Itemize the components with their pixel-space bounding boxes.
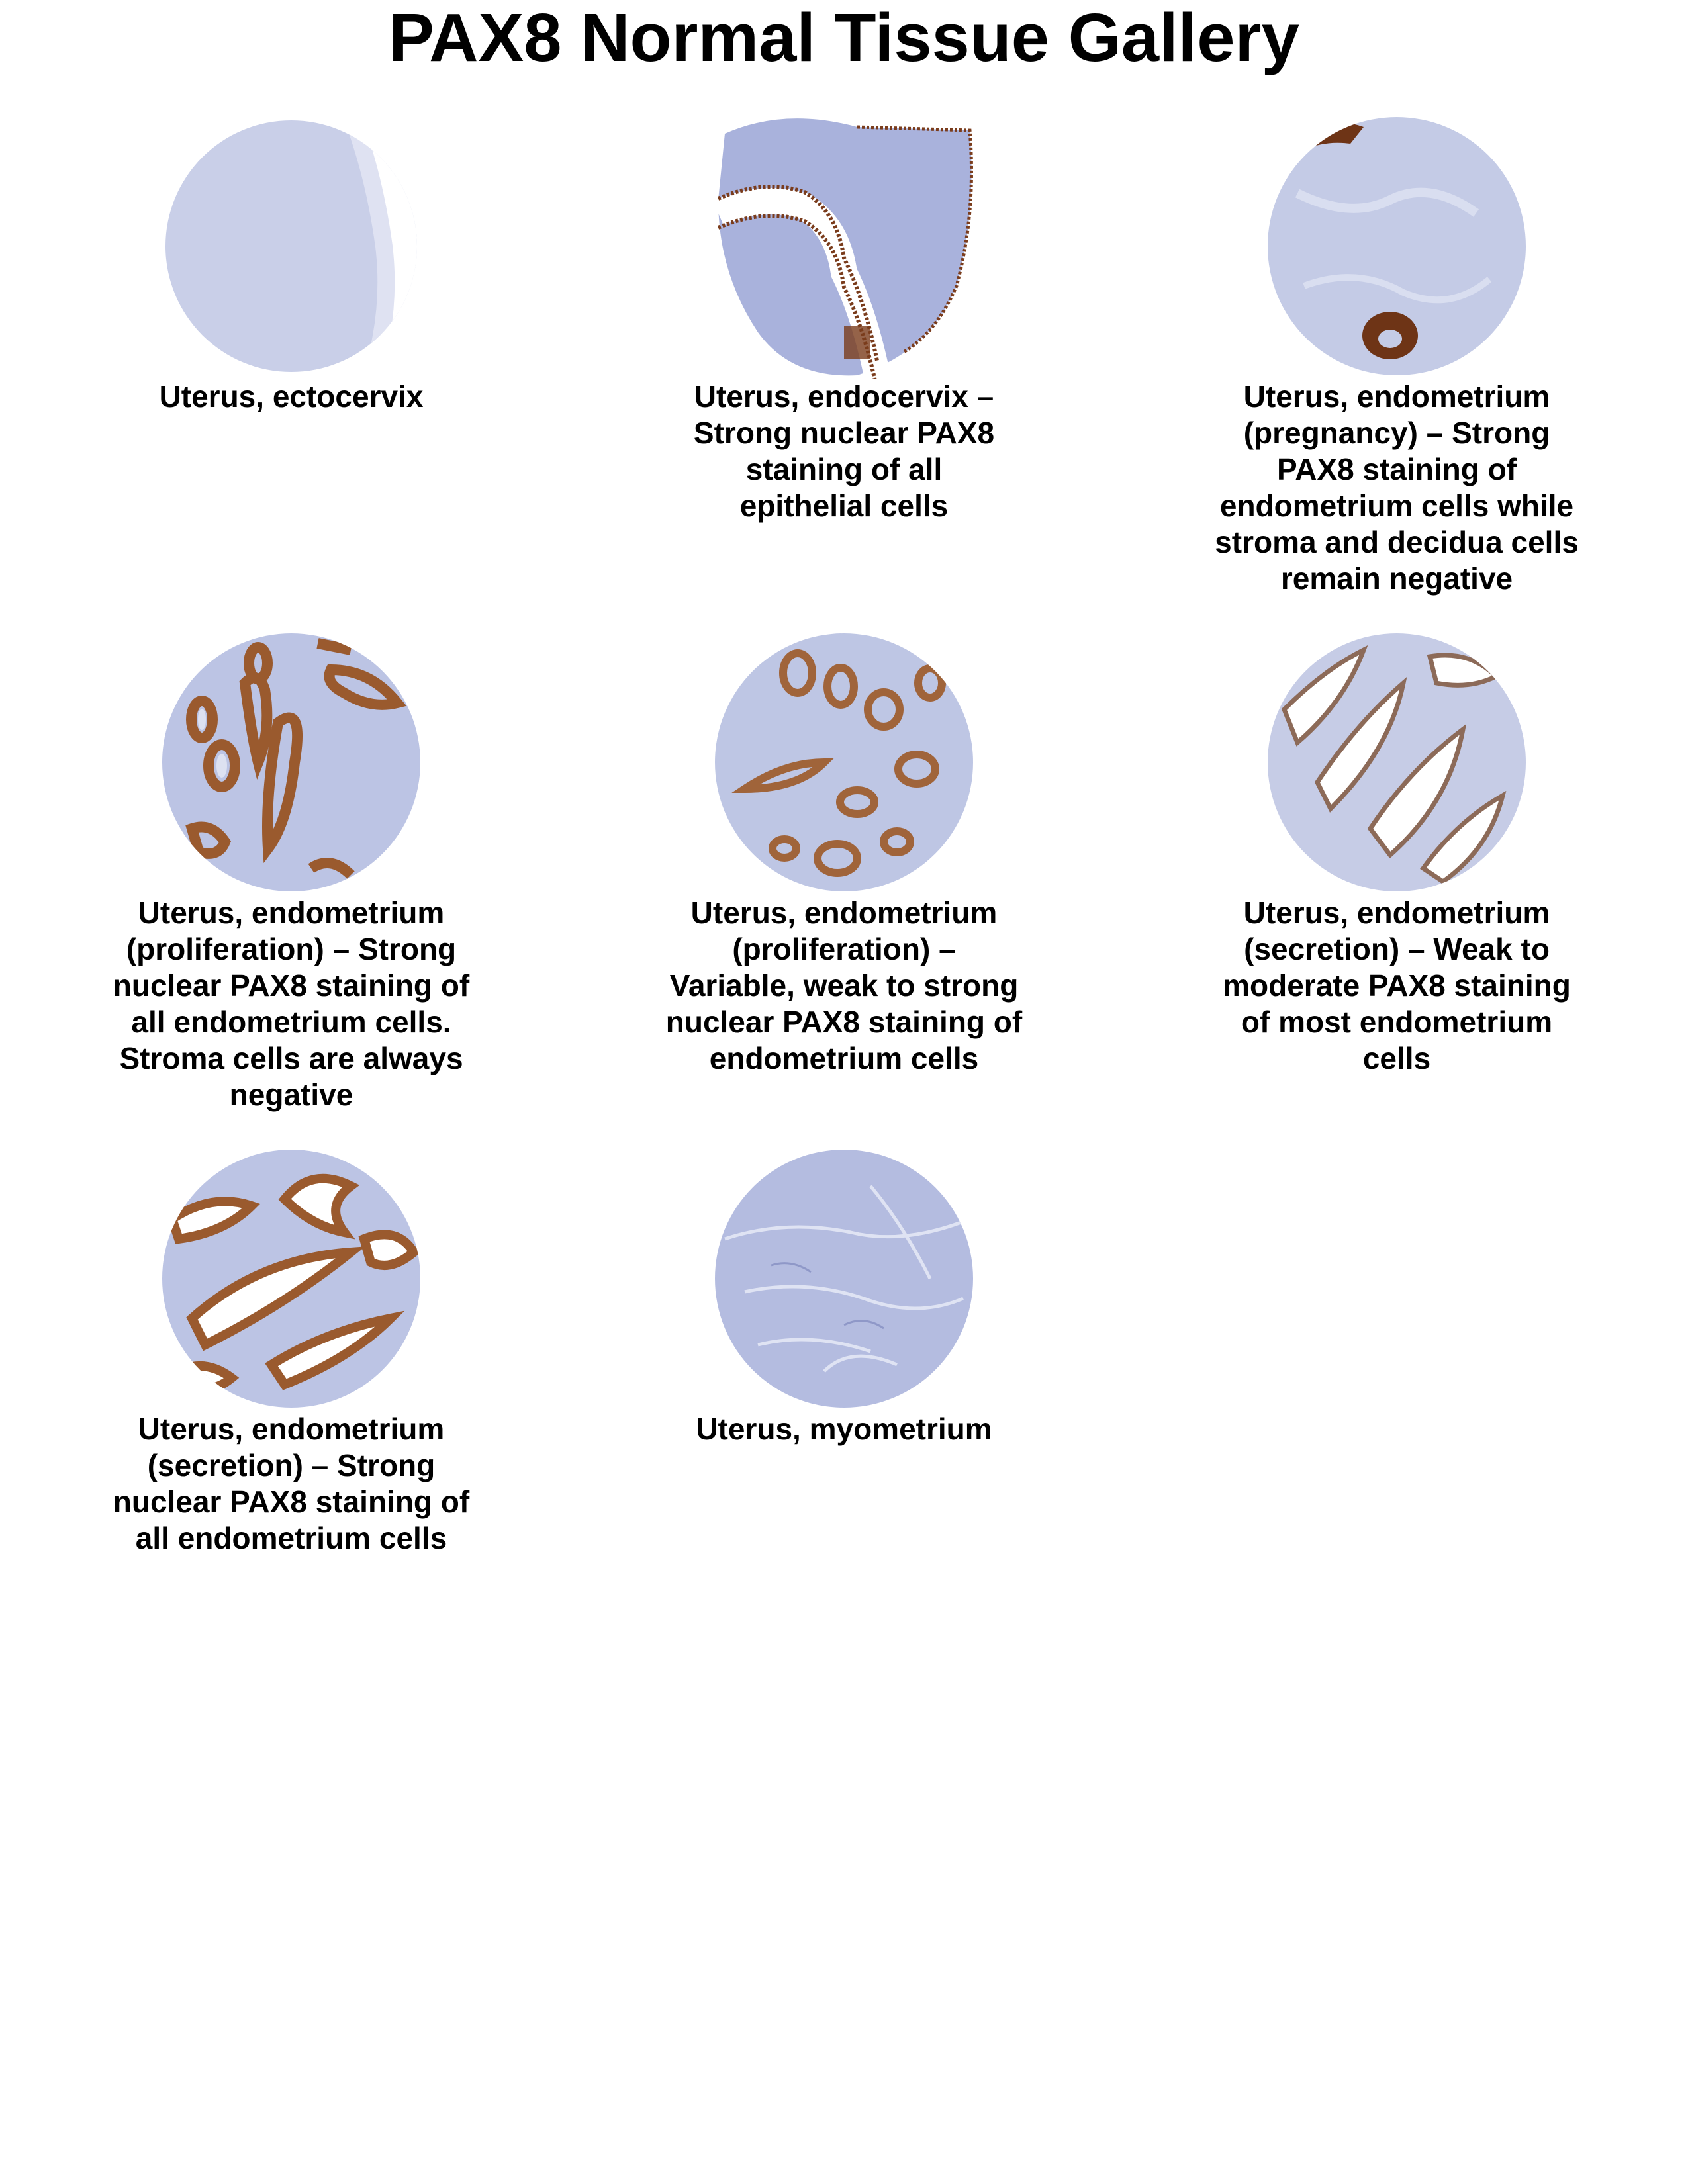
tissue-image-myometrium — [705, 1146, 983, 1411]
tile-caption: Uterus, endometrium (pregnancy) – Strong PAX8 staining of endometrium cells while stroma and decidua cells remain negative — [1215, 379, 1579, 596]
page-title: PAX8 Normal Tissue Gallery — [389, 0, 1299, 75]
tissue-image-endometrium-secretion-weak — [1258, 630, 1536, 895]
tile-caption: Uterus, endocervix – Strong nuclear PAX8 staining of all epithelial cells — [693, 379, 995, 523]
tile-caption: Uterus, endometrium (secretion) – Strong nuclear PAX8 staining of all endometrium cells — [113, 1412, 470, 1555]
tissue-image-ectocervix — [152, 114, 430, 379]
tissue-image-endocervix — [705, 114, 983, 379]
tissue-image-endometrium-proliferation-variable — [705, 630, 983, 895]
tissue-image-endometrium-pregnancy — [1258, 114, 1536, 379]
tissue-image-endometrium-secretion-strong — [152, 1146, 430, 1411]
tile-caption: Uterus, endometrium (secretion) – Weak to moderate PAX8 staining of most endometrium cells — [1223, 895, 1571, 1075]
tile-caption: Uterus, endometrium (proliferation) – Strong nuclear PAX8 staining of all endometrium cells. Stroma cells are always negative — [113, 895, 470, 1112]
tissue-image-endometrium-proliferation-strong — [152, 630, 430, 895]
tile-caption: Uterus, myometrium — [696, 1412, 992, 1446]
tile-caption: Uterus, ectocervix — [159, 379, 424, 414]
tile-caption: Uterus, endometrium (proliferation) – Variable, weak to strong nuclear PAX8 staining of endometrium cells — [665, 895, 1023, 1075]
